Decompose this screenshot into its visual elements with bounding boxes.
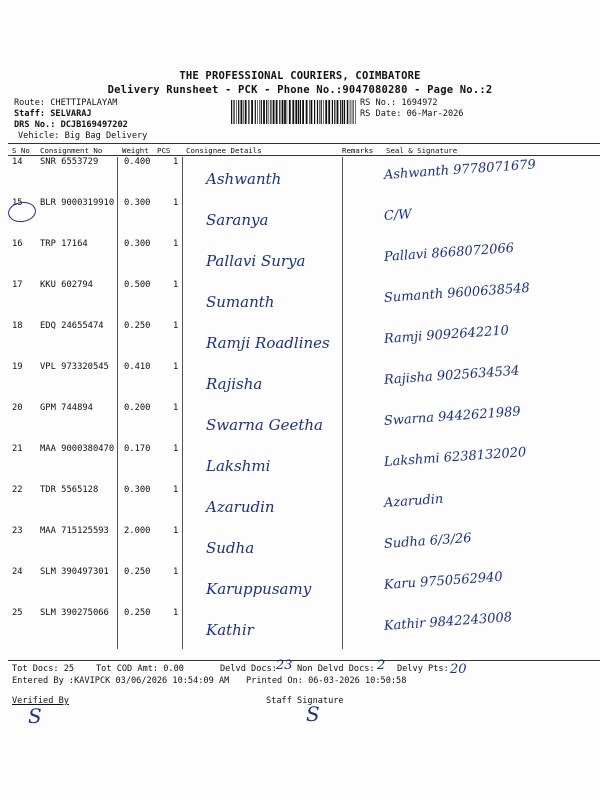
column-rule <box>117 485 118 526</box>
row-sno: 20 <box>12 403 23 413</box>
row-consignment-no: BLR 9000319910 <box>40 198 115 208</box>
column-rule <box>117 362 118 403</box>
table-row <box>0 403 600 444</box>
non-delivered-docs-label: Non Delvd Docs: <box>297 664 375 674</box>
table-row <box>0 280 600 321</box>
row-signature-handwritten: Azarudin <box>383 491 444 511</box>
column-rule <box>342 239 343 280</box>
row-signature-handwritten: Sumanth 9600638548 <box>383 280 531 306</box>
row-consignment-no: SLM 390497301 <box>40 567 109 577</box>
row-consignment-no: TRP 17164 <box>40 239 88 249</box>
column-rule <box>182 321 183 362</box>
row-pcs: 1 <box>173 485 179 495</box>
rs-number: RS No.: 1694972 <box>360 98 438 108</box>
total-cod-amount: Tot COD Amt: 0.00 <box>96 664 184 674</box>
row-consignee-handwritten: Lakshmi <box>206 457 271 475</box>
non-delivered-docs-value: 2 <box>377 658 386 673</box>
row-pcs: 1 <box>173 444 179 454</box>
col-seal-signature: Seal & Signature <box>386 146 458 155</box>
row-pcs: 1 <box>173 157 179 167</box>
rs-date: RS Date: 06-Mar-2026 <box>360 109 464 119</box>
barcode-image <box>231 100 356 124</box>
drs-number: DRS No.: DCJB169497202 <box>14 120 128 130</box>
row-consignee-handwritten: Kathir <box>206 621 254 639</box>
row-consignment-no: GPM 744894 <box>40 403 93 413</box>
column-rule <box>342 403 343 444</box>
col-sno: S No <box>12 146 30 155</box>
column-rule <box>182 157 183 198</box>
delivery-points-label: Delvy Pts: <box>397 664 449 674</box>
column-rule <box>117 157 118 198</box>
column-rule <box>342 321 343 362</box>
row-consignee-handwritten: Pallavi Surya <box>206 252 306 270</box>
row-pcs: 1 <box>173 280 179 290</box>
row-signature-handwritten: Ramji 9092642210 <box>383 323 510 347</box>
row-sno: 16 <box>12 239 23 249</box>
row-signature-handwritten: Pallavi 8668072066 <box>383 240 515 265</box>
row-sno: 23 <box>12 526 23 536</box>
row-consignment-no: EDQ 24655474 <box>40 321 104 331</box>
row-weight: 0.500 <box>124 280 151 290</box>
company-title: THE PROFESSIONAL COURIERS, COIMBATORE <box>179 70 421 82</box>
row-consignment-no: MAA 9000380470 <box>40 444 115 454</box>
entered-by: Entered By :KAVIPCK 03/06/2026 10:54:09 AM <box>12 676 230 686</box>
column-rule <box>117 321 118 362</box>
row-sno: 18 <box>12 321 23 331</box>
row-weight: 0.410 <box>124 362 151 372</box>
column-rule <box>117 444 118 485</box>
row-signature-handwritten: Rajisha 9025634534 <box>383 363 520 388</box>
row-sno: 24 <box>12 567 23 577</box>
row-consignee-handwritten: Rajisha <box>206 375 263 393</box>
table-row <box>0 526 600 567</box>
column-rule <box>182 567 183 608</box>
table-row <box>0 321 600 362</box>
row-consignment-no: SLM 390275066 <box>40 608 109 618</box>
column-rule <box>182 198 183 239</box>
row-consignment-no: MAA 715125593 <box>40 526 109 536</box>
delivered-docs-value: 23 <box>276 658 293 673</box>
column-rule <box>342 157 343 198</box>
column-rule <box>117 280 118 321</box>
column-rule <box>117 608 118 649</box>
delivery-points-value: 20 <box>450 662 467 677</box>
row-pcs: 1 <box>173 567 179 577</box>
col-pcs: PCS <box>157 146 171 155</box>
column-rule <box>342 526 343 567</box>
row-sno: 17 <box>12 280 23 290</box>
row-pcs: 1 <box>173 608 179 618</box>
column-rule <box>182 608 183 649</box>
row-pcs: 1 <box>173 198 179 208</box>
col-consignee: Consignee Details <box>186 146 262 155</box>
row-consignment-no: SNR 6553729 <box>40 157 99 167</box>
row-pcs: 1 <box>173 321 179 331</box>
row-weight: 0.250 <box>124 608 151 618</box>
staff-signature: S <box>306 702 320 726</box>
row-weight: 0.250 <box>124 567 151 577</box>
row-consignment-no: TDR 5565128 <box>40 485 99 495</box>
table-row <box>0 362 600 403</box>
column-rule <box>117 567 118 608</box>
row-weight: 0.300 <box>124 198 151 208</box>
column-rule <box>342 608 343 649</box>
row-weight: 0.300 <box>124 239 151 249</box>
table-row <box>0 198 600 239</box>
column-rule <box>182 362 183 403</box>
table-row <box>0 608 600 649</box>
row-pcs: 1 <box>173 362 179 372</box>
row-consignee-handwritten: Saranya <box>206 211 269 229</box>
column-rule <box>182 444 183 485</box>
row-consignment-no: KKU 602794 <box>40 280 93 290</box>
col-remarks: Remarks <box>342 146 374 155</box>
row-consignee-handwritten: Swarna Geetha <box>206 416 323 434</box>
row-weight: 0.250 <box>124 321 151 331</box>
vehicle-label: Vehicle: Big Bag Delivery <box>18 131 148 141</box>
row-pcs: 1 <box>173 403 179 413</box>
total-docs: Tot Docs: 25 <box>12 664 75 674</box>
row-weight: 2.000 <box>124 526 151 536</box>
column-rule <box>117 526 118 567</box>
table-row <box>0 444 600 485</box>
verified-by-signature: S <box>28 704 42 728</box>
column-rule <box>182 485 183 526</box>
route-label: Route: CHETTIPALAYAM <box>14 98 118 108</box>
row-signature-handwritten: Ashwanth 9778071679 <box>383 157 537 183</box>
row-consignee-handwritten: Ashwanth <box>206 170 282 188</box>
row-consignee-handwritten: Karuppusamy <box>206 580 312 598</box>
header-divider <box>8 143 600 144</box>
footer-divider <box>8 660 600 661</box>
row-sno: 19 <box>12 362 23 372</box>
column-rule <box>342 198 343 239</box>
column-rule <box>182 403 183 444</box>
table-row <box>0 157 600 198</box>
verified-by-label: Verified By <box>12 696 69 706</box>
row-signature-handwritten: Lakshmi 6238132020 <box>383 445 527 470</box>
row-signature-handwritten: C/W <box>383 207 413 224</box>
table-row <box>0 239 600 280</box>
column-rule <box>117 403 118 444</box>
column-rule <box>182 280 183 321</box>
row-sno: 15 <box>12 198 23 208</box>
column-rule <box>117 239 118 280</box>
row-sno: 14 <box>12 157 23 167</box>
printed-on: Printed On: 06-03-2026 10:50:58 <box>246 676 407 686</box>
row-weight: 0.170 <box>124 444 151 454</box>
column-rule <box>342 444 343 485</box>
row-sno: 22 <box>12 485 23 495</box>
row-sno: 21 <box>12 444 23 454</box>
row-weight: 0.400 <box>124 157 151 167</box>
column-rule <box>342 362 343 403</box>
column-header-divider <box>8 155 600 156</box>
runsheet-subtitle: Delivery Runsheet - PCK - Phone No.:9047080280 - Page No.:2 <box>107 84 493 96</box>
row-signature-handwritten: Swarna 9442621989 <box>383 404 522 429</box>
delivered-docs-label: Delvd Docs: <box>220 664 277 674</box>
row-pcs: 1 <box>173 239 179 249</box>
row-consignment-no: VPL 973320545 <box>40 362 109 372</box>
staff-label: Staff: SELVARAJ <box>14 109 92 119</box>
row-consignee-handwritten: Sudha <box>206 539 255 557</box>
column-rule <box>117 198 118 239</box>
column-rule <box>182 239 183 280</box>
row-weight: 0.200 <box>124 403 151 413</box>
column-rule <box>342 567 343 608</box>
row-pcs: 1 <box>173 526 179 536</box>
staff-signature-label: Staff Signature <box>266 696 344 706</box>
row-consignee-handwritten: Sumanth <box>206 293 275 311</box>
column-rule <box>342 280 343 321</box>
column-rule <box>182 526 183 567</box>
table-row <box>0 567 600 608</box>
column-rule <box>342 485 343 526</box>
row-consignee-handwritten: Ramji Roadlines <box>206 334 330 352</box>
table-row <box>0 485 600 526</box>
col-consignment: Consignment No <box>40 146 103 155</box>
row-signature-handwritten: Kathir 9842243008 <box>383 610 513 634</box>
row-signature-handwritten: Karu 9750562940 <box>383 569 504 593</box>
row-sno: 25 <box>12 608 23 618</box>
row-consignee-handwritten: Azarudin <box>206 498 275 516</box>
row-weight: 0.300 <box>124 485 151 495</box>
row-signature-handwritten: Sudha 6/3/26 <box>383 530 473 552</box>
col-weight: Weight <box>122 146 149 155</box>
